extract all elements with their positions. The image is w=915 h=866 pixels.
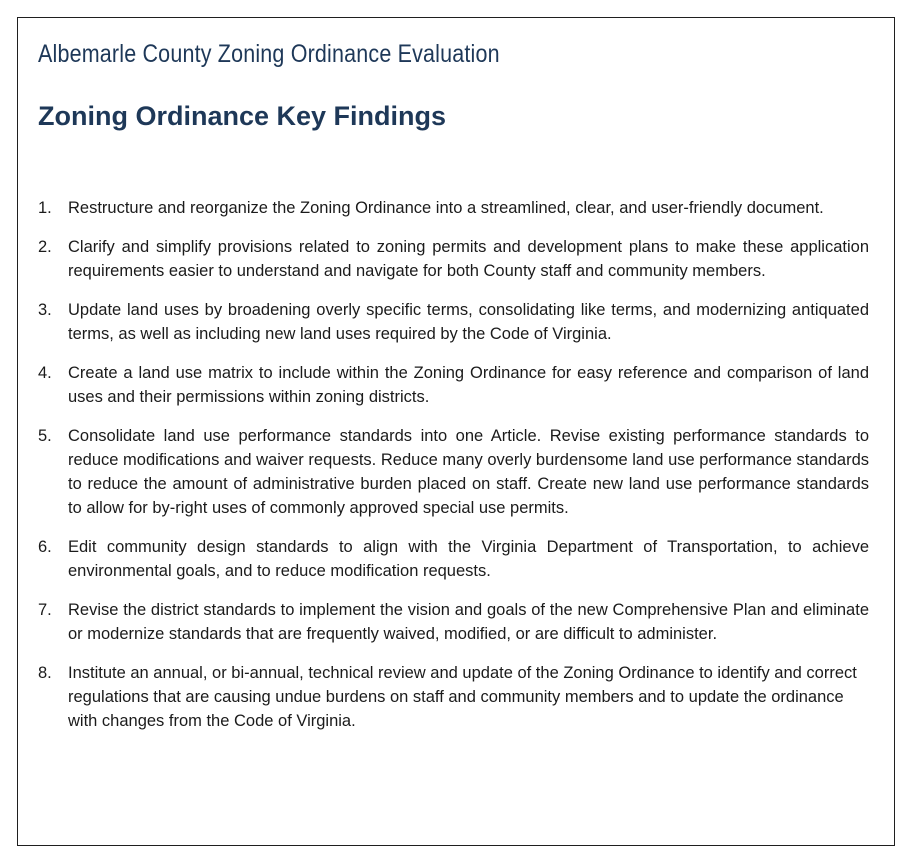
finding-number: 2. — [38, 238, 52, 256]
findings-list — [38, 196, 869, 748]
finding-number: 8. — [38, 664, 52, 682]
finding-item-8 — [38, 661, 869, 733]
finding-item-3 — [38, 298, 869, 346]
finding-text: Update land uses by broadening overly specific terms, consolidating like terms, and modernizing antiquated terms, as well as including new land uses required by the Code of Virginia. — [68, 301, 869, 343]
finding-number: 1. — [38, 199, 52, 217]
document-title: Albemarle County Zoning Ordinance Evaluation — [38, 40, 500, 68]
finding-text: Restructure and reorganize the Zoning Ordinance into a streamlined, clear, and user-friendly document. — [68, 199, 824, 217]
finding-text: Institute an annual, or bi-annual, technical review and update of the Zoning Ordinance to identify and correct regulations that are causing undue burdens on staff and community members and to update the ordinance with changes from the Code of Virginia. — [68, 664, 857, 730]
finding-text: Consolidate land use performance standards into one Article. Revise existing performance standards to reduce modifications and waiver requests. Reduce many overly burdensome land use performance standards to reduce the amount of administrative burden placed on staff. Create new land use performance standards to allow for by-right uses of commonly approved special use permits. — [68, 427, 869, 517]
finding-item-4 — [38, 361, 869, 409]
finding-text: Create a land use matrix to include within the Zoning Ordinance for easy reference and comparison of land uses and their permissions within zoning districts. — [68, 364, 869, 406]
finding-number: 5. — [38, 427, 52, 445]
finding-item-6 — [38, 535, 869, 583]
finding-item-5 — [38, 424, 869, 520]
finding-item-7 — [38, 598, 869, 646]
finding-number: 6. — [38, 538, 52, 556]
section-title: Zoning Ordinance Key Findings — [38, 101, 447, 131]
finding-item-1 — [38, 196, 869, 220]
document-frame — [17, 17, 895, 846]
finding-number: 7. — [38, 601, 52, 619]
finding-text: Clarify and simplify provisions related to zoning permits and development plans to make these application requirements easier to understand and navigate for both County staff and community members. — [68, 238, 869, 280]
finding-text: Edit community design standards to align with the Virginia Department of Transportation, to achieve environmental goals, and to reduce modification requests. — [68, 538, 869, 580]
finding-number: 4. — [38, 364, 52, 382]
finding-text: Revise the district standards to implement the vision and goals of the new Comprehensive Plan and eliminate or modernize standards that are frequently waived, modified, or are difficult to administer. — [68, 601, 869, 643]
finding-item-2 — [38, 235, 869, 283]
finding-number: 3. — [38, 301, 52, 319]
